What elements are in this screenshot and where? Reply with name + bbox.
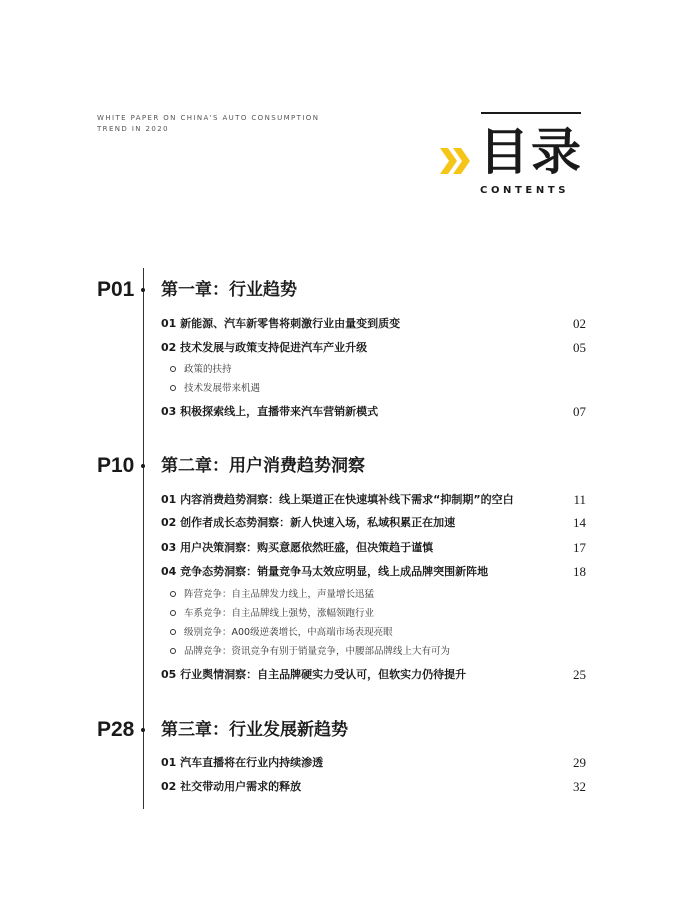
toc-entry-page: 25 [573, 667, 586, 682]
toc-entry-page: 29 [573, 755, 586, 770]
chapter-marker [141, 464, 145, 468]
chapter-marker [141, 288, 145, 292]
chapter-title: 第三章：行业发展新趋势 [161, 720, 348, 740]
toc-subitem[interactable] [170, 363, 232, 377]
toc-entry-page: 05 [573, 340, 586, 355]
double-chevron-icon [440, 148, 472, 174]
toc-entry-text: 02 技术发展与政策支持促进汽车产业升级 [161, 341, 368, 354]
toc-subitem[interactable] [170, 607, 374, 621]
toc-subitem-text: 政策的扶持 [184, 364, 232, 375]
toc-subitem-text: 技术发展带来机遇 [184, 383, 261, 394]
chapter-marker [141, 728, 145, 732]
toc-entry[interactable] [161, 539, 586, 557]
chapter-page-number: P10 [97, 454, 135, 477]
ring-bullet-icon [170, 648, 176, 654]
ring-bullet-icon [170, 591, 176, 597]
ring-bullet-icon [170, 366, 176, 372]
toc-subitem[interactable] [170, 626, 393, 640]
toc-entry[interactable] [161, 563, 586, 581]
toc-entry[interactable] [161, 666, 586, 684]
toc-subitem-text: 级别竞争：A00级逆袭增长，中高端市场表现亮眼 [184, 627, 393, 638]
toc-entry-text: 03 用户决策洞察：购买意愿依然旺盛，但决策趋于谨慎 [161, 541, 434, 554]
ring-bullet-icon [170, 385, 176, 391]
toc-entry[interactable] [161, 491, 586, 509]
toc-entry-text: 02 创作者成长态势洞察：新人快速入场，私域积累正在加速 [161, 516, 456, 529]
title-rule [481, 112, 581, 114]
ring-bullet-icon [170, 610, 176, 616]
toc-entry-text: 03 积极探索线上，直播带来汽车营销新模式 [161, 405, 379, 418]
toc-entry-text: 04 竞争态势洞察：销量竞争马太效应明显，线上成品牌突围新阵地 [161, 565, 489, 578]
chapter-page-number: P28 [97, 718, 135, 741]
chapter-title: 第二章：用户消费趋势洞察 [161, 456, 365, 476]
toc-subitem[interactable] [170, 382, 260, 396]
toc-entry-page: 07 [573, 404, 586, 419]
toc-entry-text: 05 行业舆情洞察：自主品牌硬实力受认可，但软实力仍待提升 [161, 668, 467, 681]
chapter-page-number: P01 [97, 278, 135, 301]
toc-entry-text: 01 新能源、汽车新零售将刺激行业由量变到质变 [161, 317, 401, 330]
toc-entry[interactable] [161, 754, 586, 772]
toc-subitem[interactable] [170, 645, 450, 659]
header-subtitle [97, 113, 319, 135]
toc-entry-page: 14 [573, 515, 586, 530]
toc-entry-page: 32 [573, 779, 586, 794]
toc-subitem-text: 阵营竞争：自主品牌发力线上，声量增长迅猛 [184, 589, 375, 600]
toc-subitem[interactable] [170, 588, 374, 602]
chapter-title: 第一章：行业趋势 [161, 280, 297, 300]
toc-entry-page: 11 [573, 492, 586, 507]
subtitle-line-1: WHITE PAPER ON CHINA'S AUTO CONSUMPTION [97, 114, 320, 122]
toc-entry[interactable] [161, 514, 586, 532]
toc-entry-text: 01 内容消费趋势洞察：线上渠道正在快速填补线下需求“抑制期”的空白 [161, 493, 514, 506]
toc-subitem-text: 品牌竞争：资讯竞争有别于销量竞争，中腰部品牌线上大有可为 [184, 646, 451, 657]
toc-entry-page: 02 [573, 316, 586, 331]
toc-entry[interactable] [161, 778, 586, 796]
toc-entry-page: 17 [573, 540, 586, 555]
toc-entry[interactable] [161, 315, 586, 333]
toc-entry[interactable] [161, 339, 586, 357]
toc-entry[interactable] [161, 403, 586, 421]
page-title-english: CONTENTS [480, 185, 570, 196]
subtitle-line-2: TREND IN 2020 [97, 125, 169, 133]
toc-entry-page: 18 [573, 564, 586, 579]
page-title: 目录 [479, 123, 583, 181]
ring-bullet-icon [170, 629, 176, 635]
toc-subitem-text: 车系竞争：自主品牌线上强势，涨幅领跑行业 [184, 608, 375, 619]
toc-entry-text: 02 社交带动用户需求的释放 [161, 780, 302, 793]
toc-entry-text: 01 汽车直播将在行业内持续渗透 [161, 756, 324, 769]
